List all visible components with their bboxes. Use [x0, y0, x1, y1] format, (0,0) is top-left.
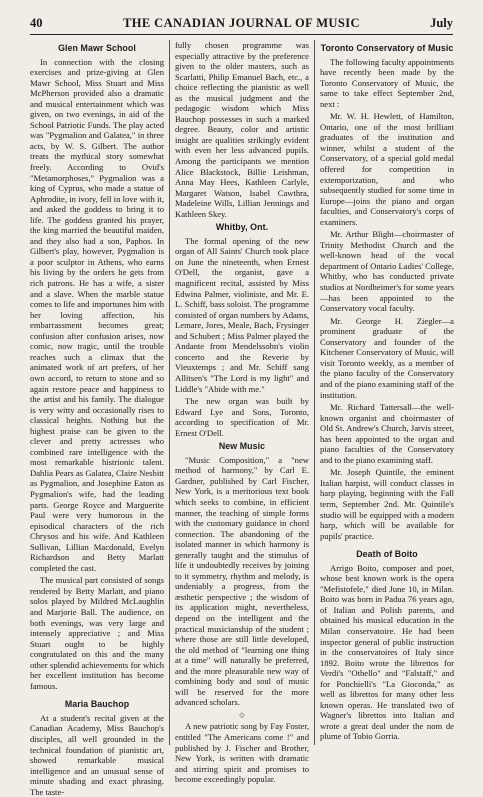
article-paragraph: Mr. W. H. Hewlett, of Hamilton, Ontario, one of the most brilliant graduates of the institution and winner, whilst a student of the Conservatory, of a special gold medal offered for competition in extemporization, and who subsequently studied for some time in Europe—joins the piano and organ faculties, and Conservatory's corps of examiners.	[320, 111, 454, 227]
article-paragraph: The musical part consisted of songs rendered by Betty Marlatt, and piano solos played by Mildred McLaughlin and Marjorie Ball. The audience, on both evenings, was very large and intensely appreciative ; and Miss Stuart ought to be highly congratulated on this and the many other splendid achievements for which her excellent institution has become famous.	[30, 575, 164, 691]
article-paragraph: Mr. Arthur Blight—choirmaster of Trinity Methodist Church and the well-known head of the vocal department of Ontario Ladies' College, Whitby, who has conducted private studios at Nordheimer's for some years—has been appointed to the Conservatory vocal faculty.	[320, 229, 455, 314]
article-paragraph: fully chosen programme was especially attractive by the preference given to the older masters, such as Scarlatti, Philip Emanuel Bach, etc., a choice reflecting the pianistic as well as the musical judgment and the pedagogic wisdom which Miss Bauchop possesses in such a marked degree. Beauty, color and artistic insight are qualities strikingly evident with even her less advanced pupils. Among the participants we mention Alice Blackstock, Billie Leishman, Anna May Hees, Kathleen Carlyle, Margaret Watson, Isabel Cawthra, Madeleine Wills, Lillian Jennings and Kathleen Skey.	[175, 40, 309, 219]
page-number: 40	[30, 16, 43, 30]
article-paragraph: At a student's recital given at the Canadian Academy, Miss Bauchop's disciples, all well grounded in the technical foundation of pianistic art, showed remarkable musical intelligence and an unusual sense of minute shading and exact phrasing. The taste-	[30, 712, 164, 797]
column-divider	[314, 40, 315, 745]
article-paragraph: Mr. Richard Tattersall—the well-known organist and choirmaster of Old St. Andrew's Church, Jarvis street, has been appointed to the organ and piano faculties of the Conservatory and to the piano examining staff.	[320, 402, 454, 465]
article-title: Death of Boito	[356, 549, 418, 560]
article-paragraph: Arrigo Boito, composer and poet, whose best known work is the opera "Mefistofele," died June 10, in Milan. Boito was born in Padua 76 years ago, of Italian and Polish parents, and obtained his musical education in the Milan conservatoire. He had been inspector general of public instruction in the conservatoires of Italy since 1892. Boito wrote the librettos for Verdi's "Othello" and "Falstaff," and for Ponchielli's "La Gioconda," as well as librettos for many other less known operas. He translated two of Wagner's librettos into Italian and wrote a great deal under the nom de plume of Tobio Gorria.	[320, 562, 454, 742]
article-paragraph: The following faculty appointments have recently been made by the Toronto Conservatory of Music, the same to take effect September 2nd, next :	[320, 56, 454, 109]
column-middle	[175, 40, 309, 785]
column-right	[320, 40, 454, 752]
article-title: Glen Mawr School	[58, 43, 136, 53]
article-title: Maria Bauchop	[64, 699, 130, 710]
article-paragraph: A new patriotic song by Fay Foster, entitled "The Americans come !" and published by J. Fischer and Brother, New York, is written with dramatic and stirring spirit and promises to become exceedingly popular.	[175, 721, 309, 785]
article-title: Toronto Conservatory of Music	[320, 43, 454, 53]
article-paragraph: In connection with the closing exercises and prize-giving at Glen Mawr School, Miss Stuart and Miss McPherson provided also a dramatic and musical entertainment which was given, on two evenings, in aid of the School Patriotic Funds. The play acted was "Pygmalion and Galatea," in three acts, by W. S. Gilbert. The author treats the mythical story somewhat freely. According to Ovid's "Metamorphoses," Pygmalion was a king of Cyprus, who made a statue of Aphrodite, in ivory, fell in love with it, and asked the goddess to bring it to life. The goddess granted his prayer, the king married the beautiful maiden, and they also had a son, Paphos. In Gilbert's play, however, Pygmalion is a poor sculptor in Athens, who earns his living by the orders he gets from rich patrons. He has a wife, a sister and a slave. When the marble statue comes to life and importunes him with her loving affection, his embarrassment becomes great; confusion after confusion arises, now comic, now tragic, until the trouble reaches such a climax that the animated work of art prefers, of her own accord, to return to stone and so again restore peace and happiness to the artist and his family. The dialogue is very witty and occasionally rises to classical heights. Nothing but the highest praise can be given to the clever and pretty actresses who combined rare intelligence with the most remarkable histrionic talent. Dahlia Pears as Galatea, Claire Nesbitt as Pygmalion, and Josephine Eaton as Pygmalion's wife, had the leading parts. George Royce and Marguerite Paul were very humorous in the episodical characters of the rich Chrysos and his wife. And Kathleen Sullivan, Lillian Macdonald, Evelyn Richardson and Betty Marlatt completed the cast.	[30, 56, 164, 573]
article-title: Whitby, Ont.	[215, 222, 269, 233]
article-paragraph: The formal opening of the new organ of All Saints' Church took place on June the nineteenth, when Ernest O'Dell, the organist, gave a magnificent recital, assisted by Miss Edwina Palmer, violiniste, and Mr. E. L. Schiff, bass soloist. The programme consisted of organ numbers by Adams, Lemare, Jores, Meale, Bach, Frysinger and Schubert ; Miss Palmer played the Andante from Mendelssohn's violin concerto and the Reverie by Vieuxtemps ; and Mr. Schiff sang Allitsen's "The Lord is my light" and Liddle's "Abide with me."	[175, 235, 309, 394]
separator-ornament: ◇	[239, 710, 245, 719]
issue-month: July	[430, 16, 453, 30]
article-paragraph: Mr. Joseph Quintile, the eminent Italian harpist, will conduct classes in harp playing, beginning with the Fall term, September 2nd. Mr. Quintile's studio will be equipped with a modern harp, which will be available for pupils' practice.	[320, 467, 454, 541]
column-divider	[169, 40, 170, 745]
article-paragraph: The new organ was built by Edward Lye and Sons, Toronto, according to specification of Mr. Ernest O'Dell.	[175, 396, 309, 438]
article-title: New Music	[218, 441, 266, 452]
journal-title: THE CANADIAN JOURNAL OF MUSIC	[123, 16, 360, 30]
article-paragraph: "Music Composition," a "new method of harmony," by Carl E. Gardner, published by Carl Fischer, New York, is a meritorious text book which seeks to combine, in efficient manner, the teaching of simple forms with the customary guidance in chord connection. The abandoning of the isolated manner in which harmony is generally taught and the stimulus of life it undoubtedly receives by joining to it symmetry, rhythm and melody, is undeniably a progress, from the æsthetic perspective ; the wisdom of its application might, nevertheless, depend on the intelligent and the practical musicianship of the student ; where those are still little developed, the old method of "learning one thing at a time" will naturally be preferred, and the more pleasurable new way of combining body and soul of music will be reserved for the more advanced scholars.	[175, 454, 309, 708]
running-header	[30, 12, 453, 35]
column-left	[30, 40, 164, 797]
article-paragraph: Mr. George H. Ziegler—a prominent graduate of the Conservatory and founder of the Kitchener Conservatory of Music, will visit Toronto weekly, as a member of the piano faculty of the Conservatory and of the piano examining staff of the institution.	[320, 315, 454, 400]
